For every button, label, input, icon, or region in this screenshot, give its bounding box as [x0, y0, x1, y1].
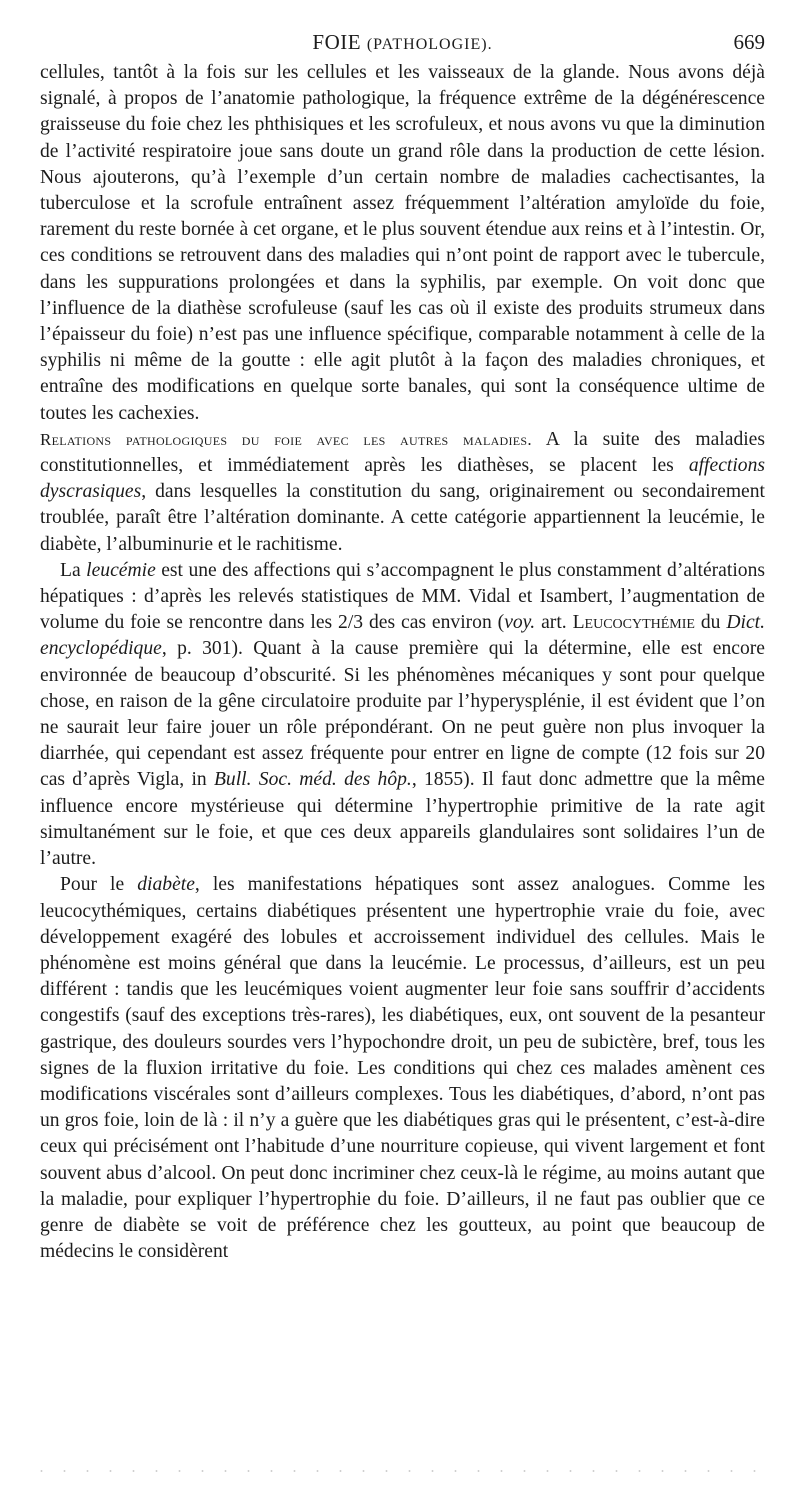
paragraph-text: Pour le — [60, 874, 138, 896]
print-speckle-line — [30, 1468, 770, 1474]
emphasis-text: Dict. encyclopédique — [40, 612, 765, 660]
paragraph-text: , 1855). Il faut donc admettre que la même influence encore mystérieuse qui détermine l’hypertrophie primitive de la rate agit simultanément sur le foie, et que ces deux appareils glandulaires sont solidaires l’un de l’autre. — [40, 769, 765, 870]
paragraph-text: La — [60, 559, 87, 581]
emphasis-text: Bull. Soc. méd. des hôp. — [213, 769, 412, 791]
small-caps-text: Leucocythémie — [572, 612, 695, 634]
running-title-sub: (PATHOLOGIE). — [366, 36, 493, 53]
section-heading: Relations pathologiques du foie avec les autres maladies. — [40, 429, 532, 449]
paragraph-diabete — [40, 872, 765, 1265]
emphasis-text: leucémie — [86, 559, 156, 581]
page-body — [40, 60, 765, 1265]
page-number: 669 — [733, 30, 765, 54]
paragraph-relations — [40, 427, 765, 558]
paragraph-text: A la suite des maladies constitutionnelles, et immédiatement après les diathèses, se placent les — [40, 428, 766, 477]
paragraph-text: , dans lesquelles la constitution du sang, originairement ou secondairement troublée, paraît être l’altération dominante. A cette catégorie appartiennent la leucémie, le diabète, l’albuminurie et le rachitisme. — [40, 481, 765, 555]
emphasis-text: affections dyscrasiques — [40, 455, 765, 503]
emphasis-text: voy. — [504, 612, 536, 634]
running-title — [40, 30, 765, 55]
paragraph-text: , les manifestations hépatiques sont assez analogues. Comme les leucocythémiques, certains diabétiques présentent une hypertrophie vraie du foie, avec développement exagéré des lobules et accroissement individuel des cellules. Mais le phénomène est moins général que dans la leucémie. Le processus, d’ailleurs, est un peu différent : tandis que les leucémiques voient augmenter leur foie sans souffrir d’accidents congestifs (sauf des exceptions très-rares), les diabétiques, eux, ont souvent de la pesanteur gastrique, des douleurs sourdes vers l’hypochondre droit, un peu de subictère, bref, tous les signes de la fluxion irritative du foie. Les conditions qui chez ces malades amènent ces modifications viscérales sont d’ailleurs complexes. Tous les diabétiques, d’abord, n’ont pas un gros foie, loin de là : il n’y a guère que les diabétiques gras qui le présentent, c’est-à-dire ceux qui précisément ont l’habitude d’une nourriture copieuse, qui vivent largement et font souvent abus d’alcool. On peut donc incriminer chez ceux-là le régime, au moins autant que la maladie, pour expliquer l’hypertrophie du foie. D’ailleurs, il ne faut pas oublier que ce genre de diabète se voit de préférence chez les goutteux, au point que beaucoup de médecins le considèrent — [40, 874, 765, 1263]
running-title-main: FOIE — [312, 30, 362, 54]
emphasis-text: diabète — [137, 874, 195, 896]
paragraph-text: du — [694, 612, 727, 634]
paragraph-text: est une des affections qui s’accompagnent le plus constamment d’altérations hépatiques : d’après les relevés statistiques de MM. Vidal et Isambert, l’augmentation de volume du foie se rencontre dans les 2/3 des cas environ ( — [40, 559, 765, 634]
running-header — [40, 30, 765, 60]
paragraph-scrofule: cellules, tantôt à la fois sur les cellules et les vaisseaux de la glande. Nous avons déjà signalé, à propos de l’anatomie pathologique, la fréquence extrême de la dégénérescence graisseuse du foie chez les phthisiques et les scrofuleux, et nous avons vu que la diminution de l’activité respiratoire joue sans doute un grand rôle dans la production de cette lésion. Nous ajouterons, qu’à l’exemple d’un certain nombre de maladies cachectisantes, la tuberculose et la scrofule entraînent assez fréquemment l’altération amyloïde du foie, rarement du reste bornée à cet organe, et le plus souvent étendue aux reins et à l’intestin. Or, ces conditions se retrouvent dans des maladies qui n’ont point de rapport avec le tubercule, dans les suppurations prolongées et dans la syphilis, par exemple. On voit donc que l’influence de la diathèse scrofuleuse (sauf les cas où il existe des produits strumeux dans l’épaisseur du foie) n’est pas une influence spécifique, comparable notamment à celle de la syphilis ni même de la goutte : elle agit plutôt à la façon des maladies chroniques, et entraîne des modifications en quelque sorte banales, qui sont la conséquence ultime de toutes les cachexies. — [40, 62, 765, 424]
paragraph-text: art. — [535, 612, 573, 634]
paragraph-leucemie — [40, 558, 765, 872]
paragraph-text: , p. 301). Quant à la cause première qui la détermine, elle est encore environnée de beaucoup d’obscurité. Si les phénomènes mécaniques y sont pour quelque chose, en raison de la gêne circulatoire produite par l’hyperysplénie, il est évident que l’on ne saurait leur faire jouer un rôle prépondérant. On ne peut guère non plus invoquer la diarrhée, qui cependant est assez fréquente pour entrer en ligne de compte (12 fois sur 20 cas d’après Vigla, in — [40, 638, 765, 791]
